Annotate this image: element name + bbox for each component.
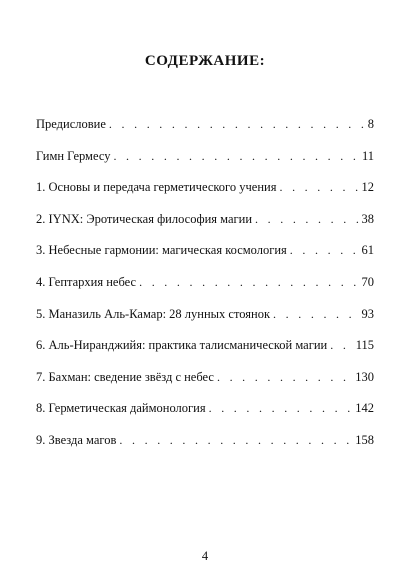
- toc-entry-page: 93: [361, 306, 374, 321]
- table-of-contents: [36, 116, 374, 464]
- toc-entry-label: 8. Герметическая даймонология: [36, 401, 206, 416]
- toc-entry: [36, 116, 374, 148]
- page-number: 4: [201, 549, 209, 563]
- toc-entry: [36, 400, 374, 432]
- toc-dot-leader: [290, 242, 359, 258]
- toc-entry-page: 11: [361, 148, 374, 163]
- toc-entry-page: 130: [355, 369, 374, 384]
- toc-entry: [36, 337, 374, 369]
- toc-entry-label: 9. Звезда магов: [36, 432, 117, 447]
- toc-entry: [36, 179, 374, 211]
- toc-entry: [36, 211, 374, 243]
- toc-dot-leader: [139, 274, 358, 290]
- toc-entry: [36, 306, 374, 338]
- toc-entry-label: 2. IYNX: Эротическая философия магии: [36, 211, 253, 226]
- toc-dot-leader: [209, 400, 353, 416]
- toc-dot-leader: [330, 337, 352, 353]
- toc-entry: [36, 242, 374, 274]
- toc-entry-label: 6. Аль-Ниранджийя: практика талисманической магии: [36, 338, 328, 353]
- toc-entry-page: 38: [361, 211, 374, 226]
- toc-entry-page: 70: [361, 274, 374, 289]
- toc-entry-label: 5. Маназиль Аль-Камар: 28 лунных стоянок: [36, 306, 271, 321]
- toc-entry-label: Предисловие: [36, 117, 106, 131]
- toc-entry-label: 7. Бахман: сведение звёзд с небес: [36, 369, 214, 384]
- toc-entry-page: 61: [361, 243, 374, 258]
- toc-entry-page: 115: [355, 338, 374, 353]
- toc-entry: [36, 148, 374, 180]
- toc-entry-page: 12: [361, 180, 374, 195]
- toc-dot-leader: [113, 148, 359, 164]
- toc-dot-leader: [109, 116, 365, 132]
- toc-entry-label: 4. Гептархия небес: [36, 274, 137, 289]
- toc-entry: [36, 369, 374, 401]
- toc-entry: [36, 274, 374, 306]
- toc-dot-leader: [255, 211, 358, 227]
- toc-dot-leader: [217, 369, 352, 385]
- toc-dot-leader: [119, 432, 352, 448]
- toc-entry-label: Гимн Гермесу: [36, 148, 111, 163]
- contents-title: СОДЕРЖАНИЕ:: [144, 53, 266, 69]
- toc-entry: [36, 432, 374, 464]
- toc-entry-page: 8: [367, 117, 374, 131]
- toc-entry-label: 1. Основы и передача герметического учения: [36, 180, 277, 195]
- toc-entry-page: 158: [355, 432, 374, 447]
- toc-entry-page: 142: [355, 401, 374, 416]
- toc-dot-leader: [273, 306, 358, 322]
- toc-dot-leader: [279, 179, 358, 195]
- toc-entry-label: 3. Небесные гармонии: магическая космология: [36, 243, 287, 258]
